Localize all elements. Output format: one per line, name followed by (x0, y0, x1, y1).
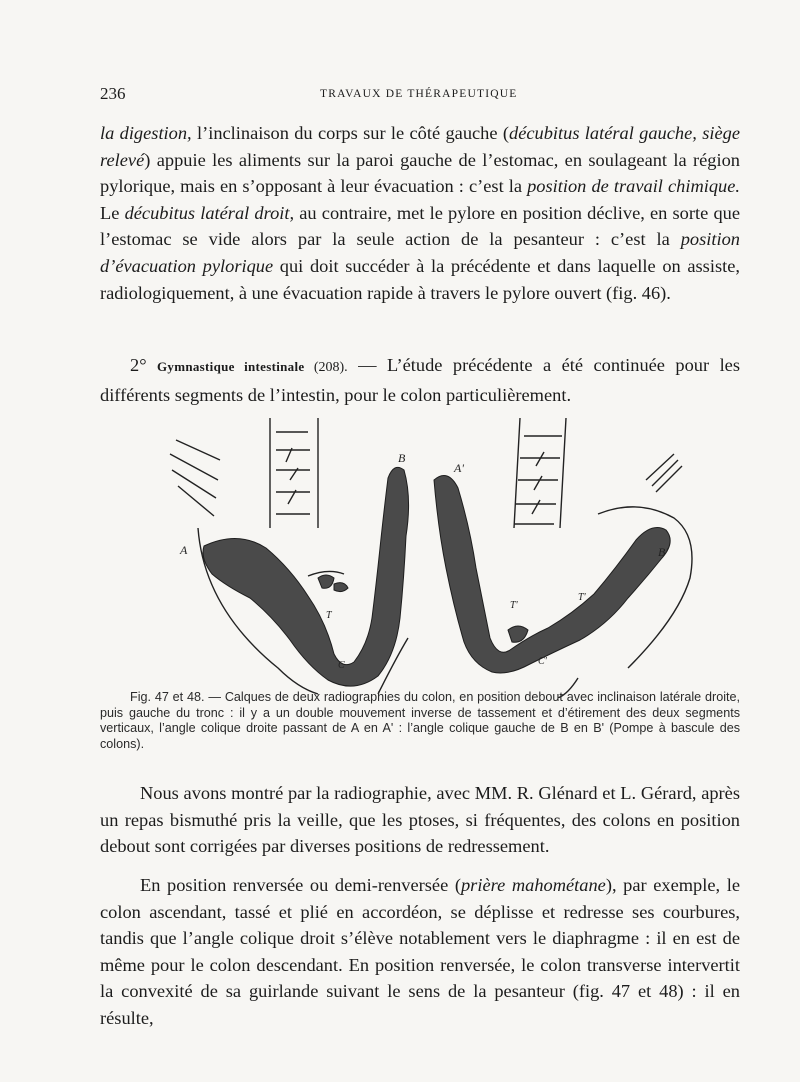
figure-colon-radiographs (158, 418, 758, 698)
rib-lines-right (646, 454, 682, 492)
paragraph-radiographie (100, 780, 740, 860)
right-colon-shape (434, 476, 670, 674)
text-fragment: ), par exemple, le colon ascendant, tassé et plié en accordéon, se déplisse et redresse ses courbures, tandis que l’angle colique droit s’élève notablement vers le diaphragme : il en est de même pour le colon descendant. En position renversée, le colon transverse intervertit la convexité de sa guirlande suivant le sens de la pesanteur (fig. 47 et 48) : il en résulte, (100, 875, 740, 1028)
rib-lines (170, 440, 220, 516)
spine-outline-right (514, 418, 566, 528)
running-title: TRAVAUX DE THÉRAPEUTIQUE (320, 88, 518, 100)
spine-marks (286, 448, 298, 504)
text-fragment: position d’évacuation pylorique (100, 229, 740, 276)
right-colon (434, 476, 670, 674)
text-fragment: Nous avons montré par la radiographie, avec MM. R. Glénard et L. Gérard, après un repas bismuthé pris la veille, que les ptoses, si fréquentes, des colons en position debout sont corrigées par diverses positions de redressement. (100, 783, 740, 857)
text-fragment: décubitus latéral gauche, siège relevé (100, 123, 740, 170)
text-fragment: qui doit succéder à la précédente et dans laquelle on assiste, radiologiquement, à une évacuation rapide à travers le pylore ouvert (fig. 46). (100, 255, 740, 303)
text-fragment: — L’étude précédente a été continuée pour les différents segments de l’intestin, pour le colon particulièrement. (100, 355, 740, 405)
text-fragment: En position renversée ou demi-renversée ( (140, 875, 461, 895)
section-heading: Gymnastique intestinale (157, 359, 305, 374)
caption-text: — Calques de deux radiographies du colon, en position debout avec inclinaison latérale droite, puis gauche du tronc : il y a un double mouvement inverse de tassement et d’étirement des deux segments verticaux, l’angle colique droite passant de A en A' : l’angle colique gauche de B en B' (Pompe à bascule des colons). (100, 690, 740, 751)
label-t-prime-2: T' (578, 592, 586, 603)
text-fragment: ) appuie les aliments sur la paroi gauche de l’estomac, en soulageant la région pylorique, mais en s’opposant à leur évacuation : c’est la (100, 149, 740, 197)
text-fragment: Le (100, 202, 125, 223)
text-fragment: décubitus latéral droit, (124, 202, 295, 223)
text-fragment: l’inclinaison du corps sur le côté gauche ( (191, 123, 509, 143)
reference-number: (208). (304, 360, 348, 375)
label-c-prime: C' (538, 656, 547, 667)
figure-caption (100, 690, 740, 752)
spine-marks-right (532, 452, 544, 514)
page-number: 236 (100, 84, 126, 103)
figure-label: Fig. 47 et 48. (130, 690, 205, 704)
label-t-prime-1: T' (510, 600, 518, 611)
label-t: T (326, 610, 332, 621)
colon-illustration (158, 418, 758, 698)
left-colon (203, 467, 409, 686)
label-b: B (398, 451, 406, 465)
section-number: 2° (130, 355, 157, 375)
paragraph-position-renversee (100, 872, 740, 1032)
paragraph-gymnastique (100, 352, 740, 408)
left-colon-shape (203, 467, 409, 686)
text-fragment: position de travail chimique. (527, 176, 741, 197)
text-fragment: prière mahométane (460, 875, 606, 895)
text-fragment: au contraire, met le pylore en position déclive, en sorte que l’estomac se vide alors par la seule action de la pesanteur : c’est la (100, 202, 740, 250)
label-c: C (338, 660, 345, 671)
page-header (100, 84, 740, 108)
left-colon-fragment (318, 575, 348, 592)
label-b-prime: B' (658, 545, 668, 559)
label-a: A (180, 543, 188, 557)
text-fragment: la digestion, (100, 123, 192, 143)
label-a-prime: A' (454, 461, 464, 475)
paragraph-digestion (100, 120, 740, 306)
